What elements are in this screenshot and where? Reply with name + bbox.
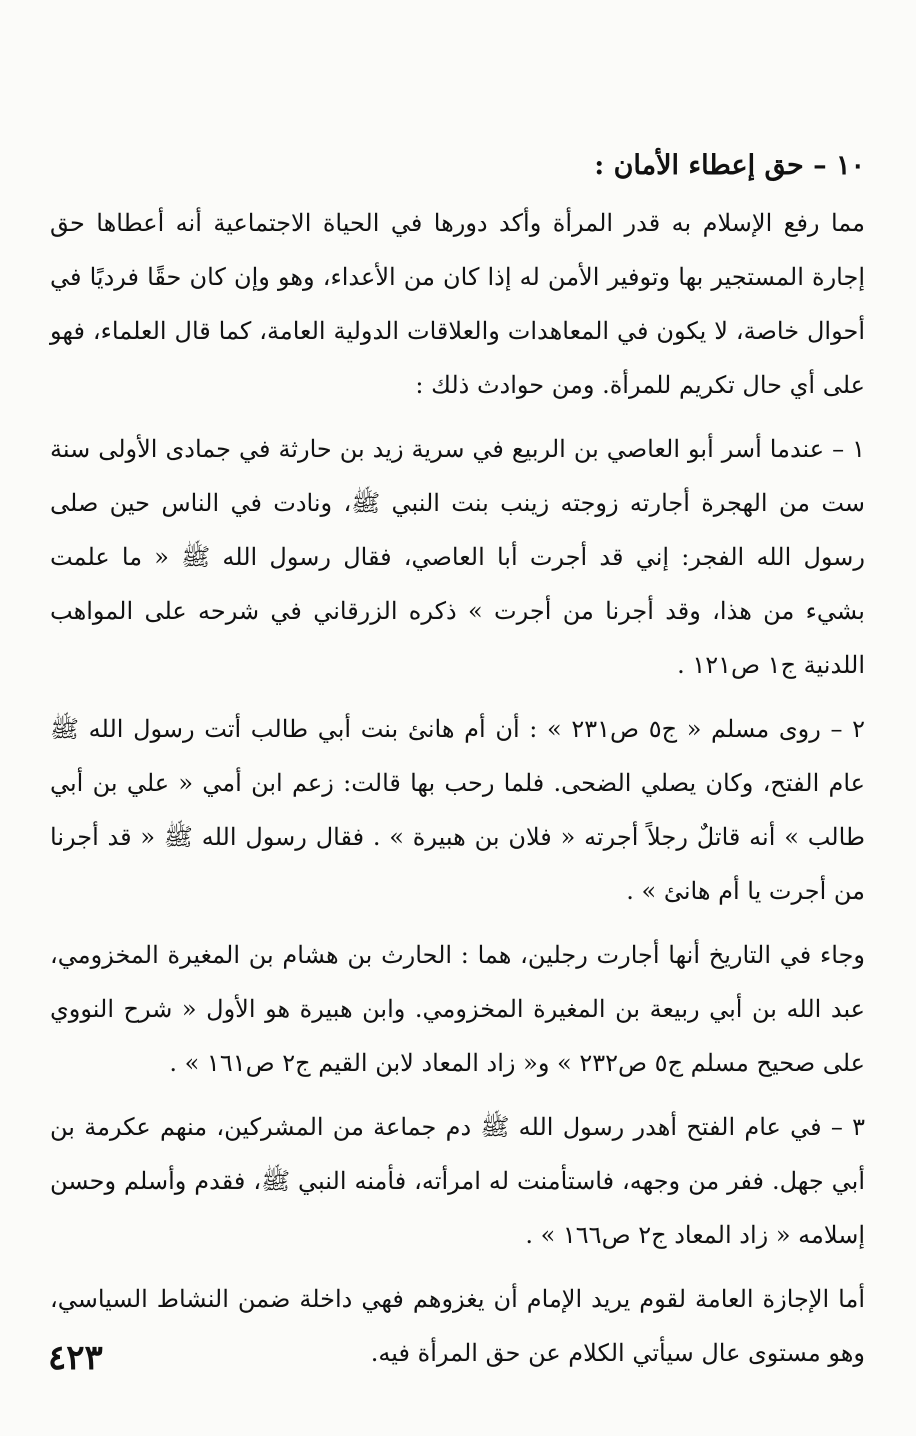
section-heading: ١٠ – حق إعطاء الأمان : (594, 150, 865, 181)
paragraph-item-3: ٣ – في عام الفتح أهدر رسول الله ﷺ دم جماعة من المشركين، منهم عكرمة بن أبي جهل. ففر من وجهه، فاستأمنت له امرأته، فأمنه النبي ﷺ، فقدم وأسلم وحسن إسلامه « زاد المعاد ج٢ ص١٦٦ » . (50, 1113, 865, 1249)
paragraph-item-2: ٢ – روى مسلم « ج٥ ص٢٣١ » : أن أم هانئ بنت أبي طالب أتت رسول الله ﷺ عام الفتح، وكان يصلي الضحى. فلما رحب بها قالت: زعم ابن أمي « علي بن أبي طالب » أنه قاتلٌ رجلاً أجرته « فلان بن هبيرة » . فقال رسول الله ﷺ « قد أجرنا من أجرت يا أم هانئ » . (50, 715, 866, 905)
paragraph-intro: مما رفع الإسلام به قدر المرأة وأكد دورها في الحياة الاجتماعية أنه أعطاها حق إجارة المستجير بها وتوفير الأمن له إذا كان من الأعداء، وهو وإن كان حقًا فرديًا في أحوال خاصة، لا يكون في المعاهدات والعلاقات الدولية العامة، كما قال العلماء، فهو على أي حال تكريم للمرأة. ومن حوادث ذلك : (50, 209, 866, 399)
paragraph-history: وجاء في التاريخ أنها أجارت رجلين، هما : الحارث بن هشام بن المغيرة المخزومي، عبد الله بن أبي ربيعة بن المغيرة المخزومي. وابن هبيرة هو الأول « شرح النووي على صحيح مسلم ج٥ ص٢٣٢ » و« زاد المعاد لابن القيم ج٢ ص١٦١ » . (50, 941, 865, 1077)
paragraph-closing: أما الإجازة العامة لقوم يريد الإمام أن يغزوهم فهي داخلة ضمن النشاط السياسي، وهو مستوى عال سيأتي الكلام عن حق المرأة فيه. (50, 1285, 865, 1367)
page-number: ٤٢٣ (48, 1338, 103, 1378)
document-page (50, 140, 865, 1390)
paragraph-item-1: ١ – عندما أسر أبو العاصي بن الربيع في سرية زيد بن حارثة في جمادى الأولى سنة ست من الهجرة أجارته زوجته زينب بنت النبي ﷺ، ونادت في الناس حين صلى رسول الله الفجر: إني قد أجرت أبا العاصي، فقال رسول الله ﷺ « ما علمت بشيء من هذا، وقد أجرنا من أجرت » ذكره الزرقاني في شرحه على المواهب اللدنية ج١ ص١٢١ . (50, 435, 865, 679)
